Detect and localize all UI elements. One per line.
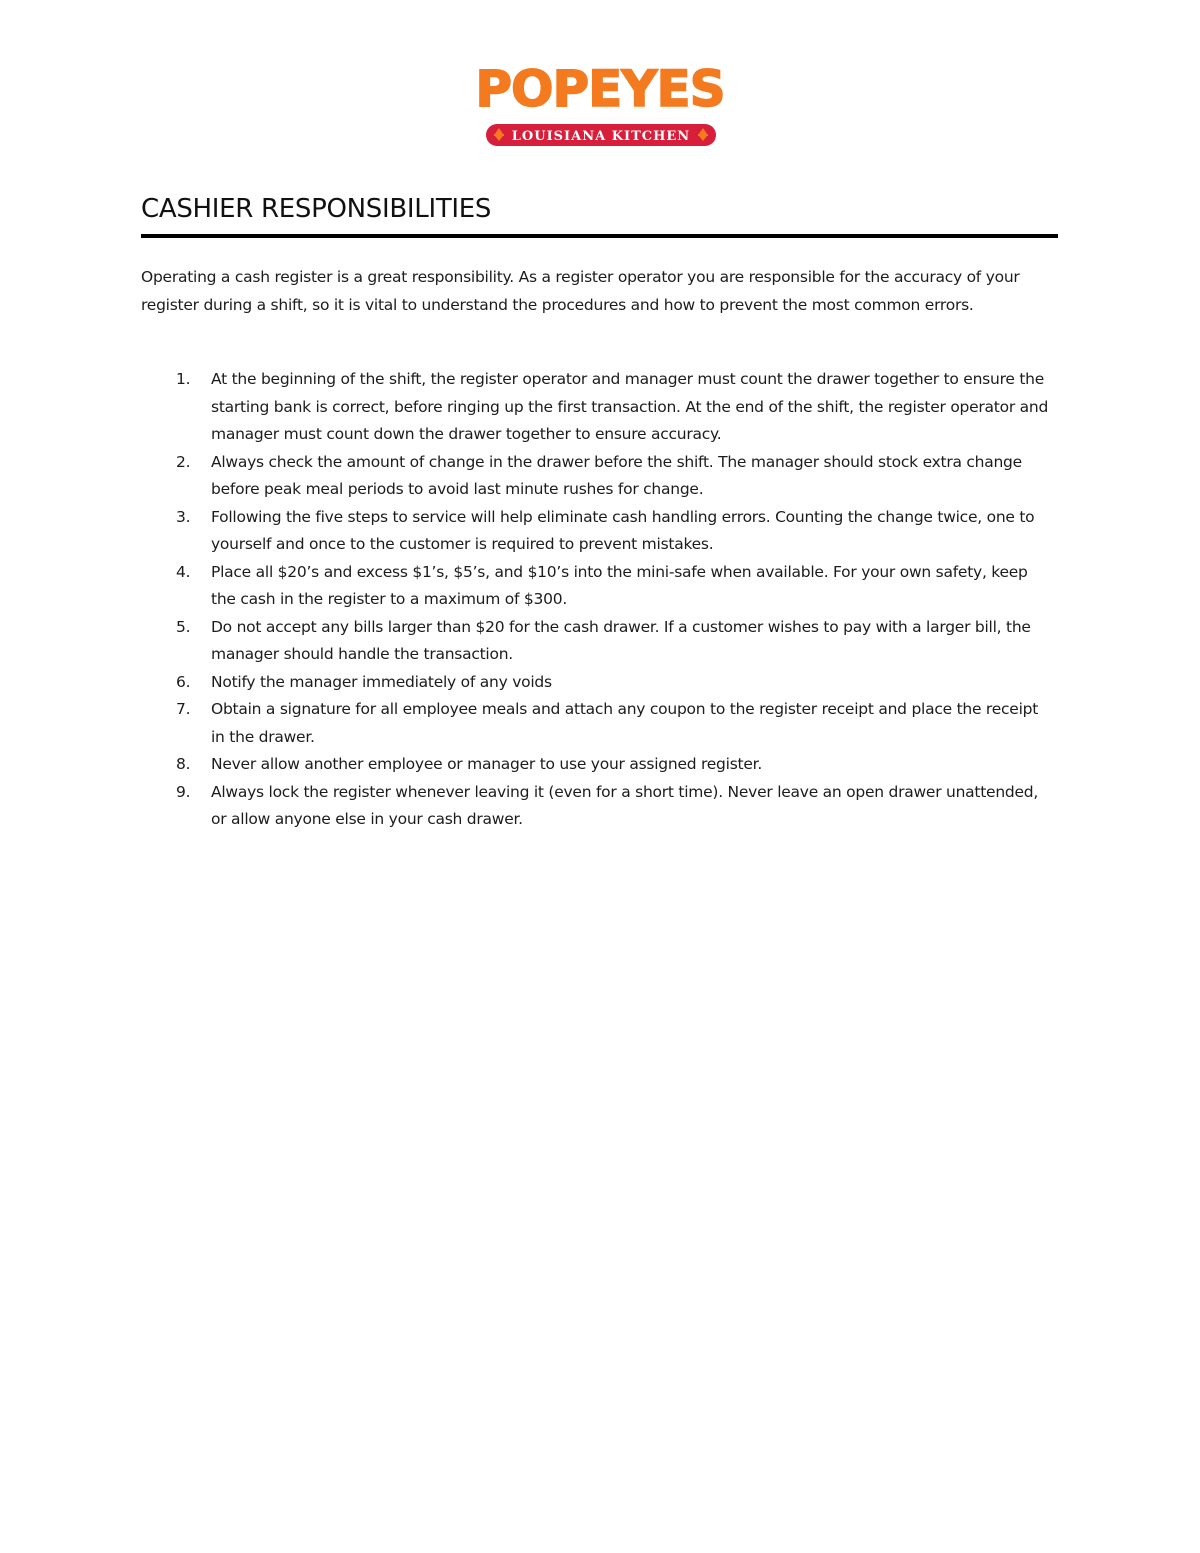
procedure-item-number: 3. <box>176 507 191 526</box>
svg-text:LOUISIANA KITCHEN: LOUISIANA KITCHEN <box>511 129 691 144</box>
title-divider <box>141 234 1058 238</box>
procedure-item <box>141 669 1051 697</box>
procedure-list <box>141 366 1051 834</box>
procedure-item-text: Never allow another employee or manager to use your assigned register. <box>211 755 763 773</box>
procedure-item <box>141 751 1051 779</box>
procedure-item <box>141 614 1051 669</box>
procedure-item-number: 1. <box>176 370 191 388</box>
procedure-item <box>141 559 1051 614</box>
procedure-item-text: At the beginning of the shift, the register operator and manager must count the drawer together to ensure the starting bank is correct, before ringing up the first transaction. At the end of the shift, the register operator and manager must count down the drawer together to ensure accuracy. <box>211 370 1049 443</box>
procedure-item-text: Place all $20’s and excess $1’s, $5’s, and $10’s into the mini-safe when available. For your own safety, keep the cash in the register to a maximum of $300. <box>211 562 1028 608</box>
procedure-item <box>141 366 1051 449</box>
procedure-item <box>141 696 1051 751</box>
popeyes-logo <box>470 58 730 154</box>
procedure-item-number: 8. <box>176 755 191 773</box>
procedure-item-number: 4. <box>176 562 191 581</box>
procedure-item <box>141 779 1051 834</box>
intro-paragraph: Operating a cash register is a great responsibility. As a register operator you are responsible for the accuracy of your register during a shift, so it is vital to understand the procedures and how to prevent the most common errors. <box>141 268 1020 314</box>
svg-text:POPEYES: POPEYES <box>475 60 725 118</box>
procedure-item-text: Obtain a signature for all employee meals and attach any coupon to the register receipt and place the receipt in the drawer. <box>211 700 1039 746</box>
procedure-item-text: Following the five steps to service will help eliminate cash handling errors. Counting the change twice, one to yourself and once to the customer is required to prevent mistakes. <box>211 507 1035 553</box>
procedure-item-number: 2. <box>176 452 191 471</box>
procedure-item-number: 7. <box>176 700 191 718</box>
procedure-item <box>141 449 1051 504</box>
procedure-item-text: Do not accept any bills larger than $20 for the cash drawer. If a customer wishes to pay with a larger bill, the manager should handle the transaction. <box>211 617 1031 663</box>
procedure-item-text: Always lock the register whenever leaving it (even for a short time). Never leave an open drawer unattended, or allow anyone else in your cash drawer. <box>211 782 1039 828</box>
procedure-item <box>141 504 1051 559</box>
procedure-item-number: 9. <box>176 782 191 801</box>
document-title: CASHIER RESPONSIBILITIES <box>141 194 492 224</box>
procedure-item-text: Notify the manager immediately of any voids <box>211 672 552 691</box>
procedure-item-number: 5. <box>176 617 191 636</box>
procedure-item-text: Always check the amount of change in the drawer before the shift. The manager should stock extra change before peak meal periods to avoid last minute rushes for change. <box>211 452 1022 498</box>
procedure-item-number: 6. <box>176 672 191 691</box>
